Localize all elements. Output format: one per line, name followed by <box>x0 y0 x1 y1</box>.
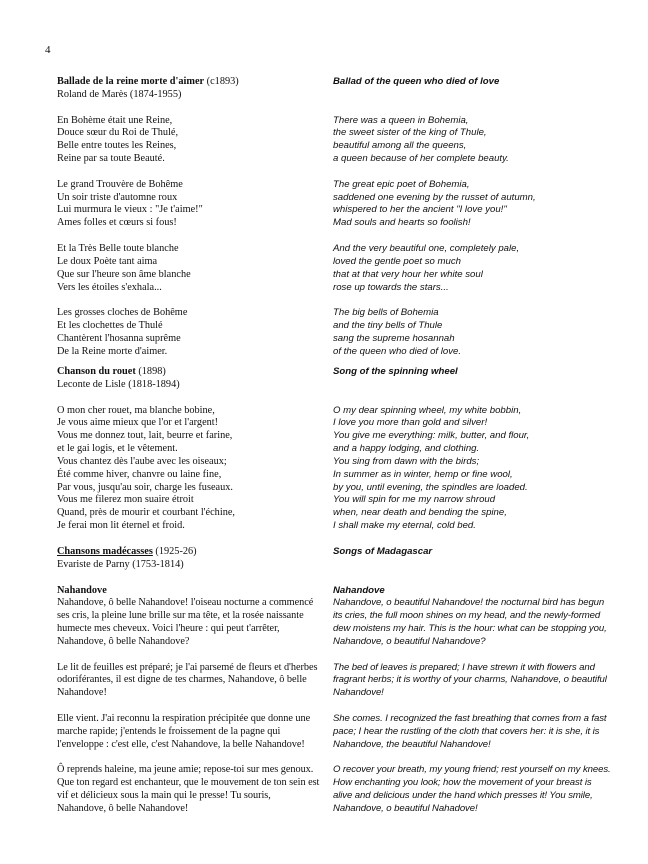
page-number: 4 <box>45 44 51 56</box>
verse-line: Vous me filerez mon suaire étroit <box>57 494 194 506</box>
verse-line: Belle entre toutes les Reines, <box>57 140 177 152</box>
stanza <box>333 405 611 533</box>
verse-line: The great epic poet of Bohemia, <box>333 178 470 190</box>
section-madagascar-english <box>333 546 611 829</box>
poem-title: Chansons madécasses <box>57 546 153 557</box>
verse-line: You will spin for me my narrow shroud <box>333 494 496 506</box>
poem-title-line <box>57 366 322 379</box>
verse-line: whispered to her the ancient "I love you!" <box>333 204 507 216</box>
prose-paragraph: Elle vient. J'ai reconnu la respiration précipitée que donne une marche rapide; j'entends le froissement de la pagne qui l'enveloppe : c'est elle, c'est Nahandove, la belle Nahandove! <box>57 712 311 750</box>
verse-line: when, near death and bending the spine, <box>333 507 507 519</box>
song-subtitle: Nahandove <box>333 584 385 596</box>
verse-line: Je ferai mon lit éternel et froid. <box>57 520 185 532</box>
verse-line: Et les clochettes de Thulé <box>57 320 163 332</box>
poem-title: Chanson du rouet <box>57 366 136 377</box>
poem-author: Roland de Marès (1874-1955) <box>57 88 182 100</box>
verse-line: that at that very hour her white soul <box>333 268 483 280</box>
verse-line: In summer as in winter, hemp or fine wool, <box>333 468 513 480</box>
verse-line: Reine par sa toute Beauté. <box>57 153 165 165</box>
stanza <box>57 307 322 358</box>
verse-line: Quand, près de mourir et courbant l'échine, <box>57 507 235 519</box>
poem-title-line <box>57 76 322 89</box>
verse-line: I love you more than gold and silver! <box>333 417 488 429</box>
verse-line: Et la Très Belle toute blanche <box>57 242 179 254</box>
verse-line: Les grosses cloches de Bohême <box>57 307 188 319</box>
verse-line: Un soir triste d'automne roux <box>57 191 178 203</box>
prose-paragraph: O recover your breath, my young friend; rest yourself on my knees. How enchanting you look; how the movement of your breast is alive and delicious under the hand which presses it! You smile, Nahandove, o beautiful Nahadove! <box>333 764 611 814</box>
prose-paragraph: Le lit de feuilles est préparé; je l'ai parsemé de fleurs et d'herbes odoriférantes, il est digne de tes charmes, Nahandove, ô belle Nahandove! <box>57 661 318 699</box>
verse-line: Le doux Poète tant aima <box>57 255 158 267</box>
stanza <box>57 179 322 230</box>
verse-line: by you, until evening, the spindles are loaded. <box>333 481 528 493</box>
translation-title: Song of the spinning wheel <box>333 366 458 377</box>
verse-line: Vous me donnez tout, lait, beurre et farine, <box>57 430 233 442</box>
poem-title-line <box>57 546 322 559</box>
verse-line: et le gai logis, et le vêtement. <box>57 443 178 455</box>
verse-line: the sweet sister of the king of Thule, <box>333 127 487 139</box>
stanza <box>333 179 611 230</box>
verse-line: Ames folles et cœurs si fous! <box>57 217 177 229</box>
verse-line: Le grand Trouvère de Bohême <box>57 178 183 190</box>
poem-author: Leconte de Lisle (1818-1894) <box>57 378 180 390</box>
verse-line: loved the gentle poet so much <box>333 255 462 267</box>
translation-title: Songs of Madagascar <box>333 546 433 557</box>
prose-paragraph: Ô reprends haleine, ma jeune amie; repose-toi sur mes genoux. Que ton regard est enchanteur, que le mouvement de ton sein est vif et délicieux sous la main qui le presse! Tu souris, Nahandove, ô belle Nahandove! <box>57 764 320 814</box>
verse-line: Mad souls and hearts so foolish! <box>333 217 471 229</box>
verse-line: En Bohème était une Reine, <box>57 114 173 126</box>
stanza <box>57 405 322 533</box>
prose-paragraph: Nahandove, ô belle Nahandove! l'oiseau nocturne a commencé ses cris, la pleine lune brille sur ma tête, et la rosée naissante humecte mes cheveux. Voici l'heure : qui peut t'arrêter, Nahandove, ô belle Nahandove? <box>57 597 314 647</box>
verse-line: of the queen who died of love. <box>333 345 462 357</box>
verse-line: beautiful among all the queens, <box>333 140 467 152</box>
stanza <box>333 243 611 294</box>
section-madecasses-french <box>57 546 322 829</box>
verse-line: rose up towards the stars... <box>333 281 449 293</box>
verse-line: Chantèrent l'hosanna suprême <box>57 332 181 344</box>
verse-line: You sing from dawn with the birds; <box>333 455 480 467</box>
stanza <box>333 115 611 166</box>
poem-date: (1898) <box>135 366 166 377</box>
verse-line: a queen because of her complete beauty. <box>333 153 509 165</box>
verse-line: Vous chantez dès l'aube avec les oiseaux; <box>57 455 227 467</box>
poem-date: (c1893) <box>204 76 239 87</box>
verse-line: O mon cher rouet, ma blanche bobine, <box>57 404 215 416</box>
verse-line: Lui murmura le vieux : "Je t'aime!" <box>57 204 203 216</box>
verse-line: and a happy lodging, and clothing. <box>333 443 480 455</box>
verse-line: Vers les étoiles s'exhala... <box>57 281 162 293</box>
poem-date: (1925-26) <box>152 546 197 557</box>
verse-line: O my dear spinning wheel, my white bobbin, <box>333 404 522 416</box>
verse-line: There was a queen in Bohemia, <box>333 114 469 126</box>
poem-author: Evariste de Parny (1753-1814) <box>57 558 184 570</box>
verse-line: And the very beautiful one, completely pale, <box>333 242 520 254</box>
section-ballad-english <box>333 76 611 371</box>
prose-paragraph: The bed of leaves is prepared; I have strewn it with flowers and fragrant herbs; it is worthy of your charms, Nahandove, o beautiful Nahandove! <box>333 661 607 699</box>
verse-line: De la Reine morte d'aimer. <box>57 345 168 357</box>
stanza <box>57 243 322 294</box>
verse-line: Je vous aime mieux que l'or et l'argent! <box>57 417 219 429</box>
verse-line: I shall make my eternal, cold bed. <box>333 520 476 532</box>
verse-line: Douce sœur du Roi de Thulé, <box>57 127 179 139</box>
verse-line: and the tiny bells of Thule <box>333 320 443 332</box>
verse-line: You give me everything: milk, butter, and flour, <box>333 430 530 442</box>
prose-paragraph: She comes. I recognized the fast breathing that comes from a fast pace; I hear the rustling of the cloth that covers her: it is she, it is Nahandove, the beautiful Nahandove! <box>333 712 607 750</box>
section-rouet-french <box>57 366 322 546</box>
stanza <box>57 115 322 166</box>
verse-line: saddened one evening by the russet of autumn, <box>333 191 536 203</box>
verse-line: sang the supreme hosannah <box>333 332 455 344</box>
verse-line: The big bells of Bohemia <box>333 307 439 319</box>
translation-title: Ballad of the queen who died of love <box>333 76 500 87</box>
section-spinning-wheel-english <box>333 366 611 546</box>
stanza <box>333 307 611 358</box>
song-subtitle: Nahandove <box>57 584 107 596</box>
verse-line: Été comme hiver, chanvre ou laine fine, <box>57 468 222 480</box>
verse-line: Par vous, jusqu'au soir, charge les fuseaux. <box>57 481 233 493</box>
section-ballade-french <box>57 76 322 371</box>
poem-title: Ballade de la reine morte d'aimer <box>57 76 205 87</box>
verse-line: Que sur l'heure son âme blanche <box>57 268 191 280</box>
prose-paragraph: Nahandove, o beautiful Nahandove! the nocturnal bird has begun its cries, the full moon shines on my head, and the newly-formed dew moistens my hair. This is the hour: what can be stopping you, Nahandove, o beautiful Nahandove? <box>333 597 607 647</box>
